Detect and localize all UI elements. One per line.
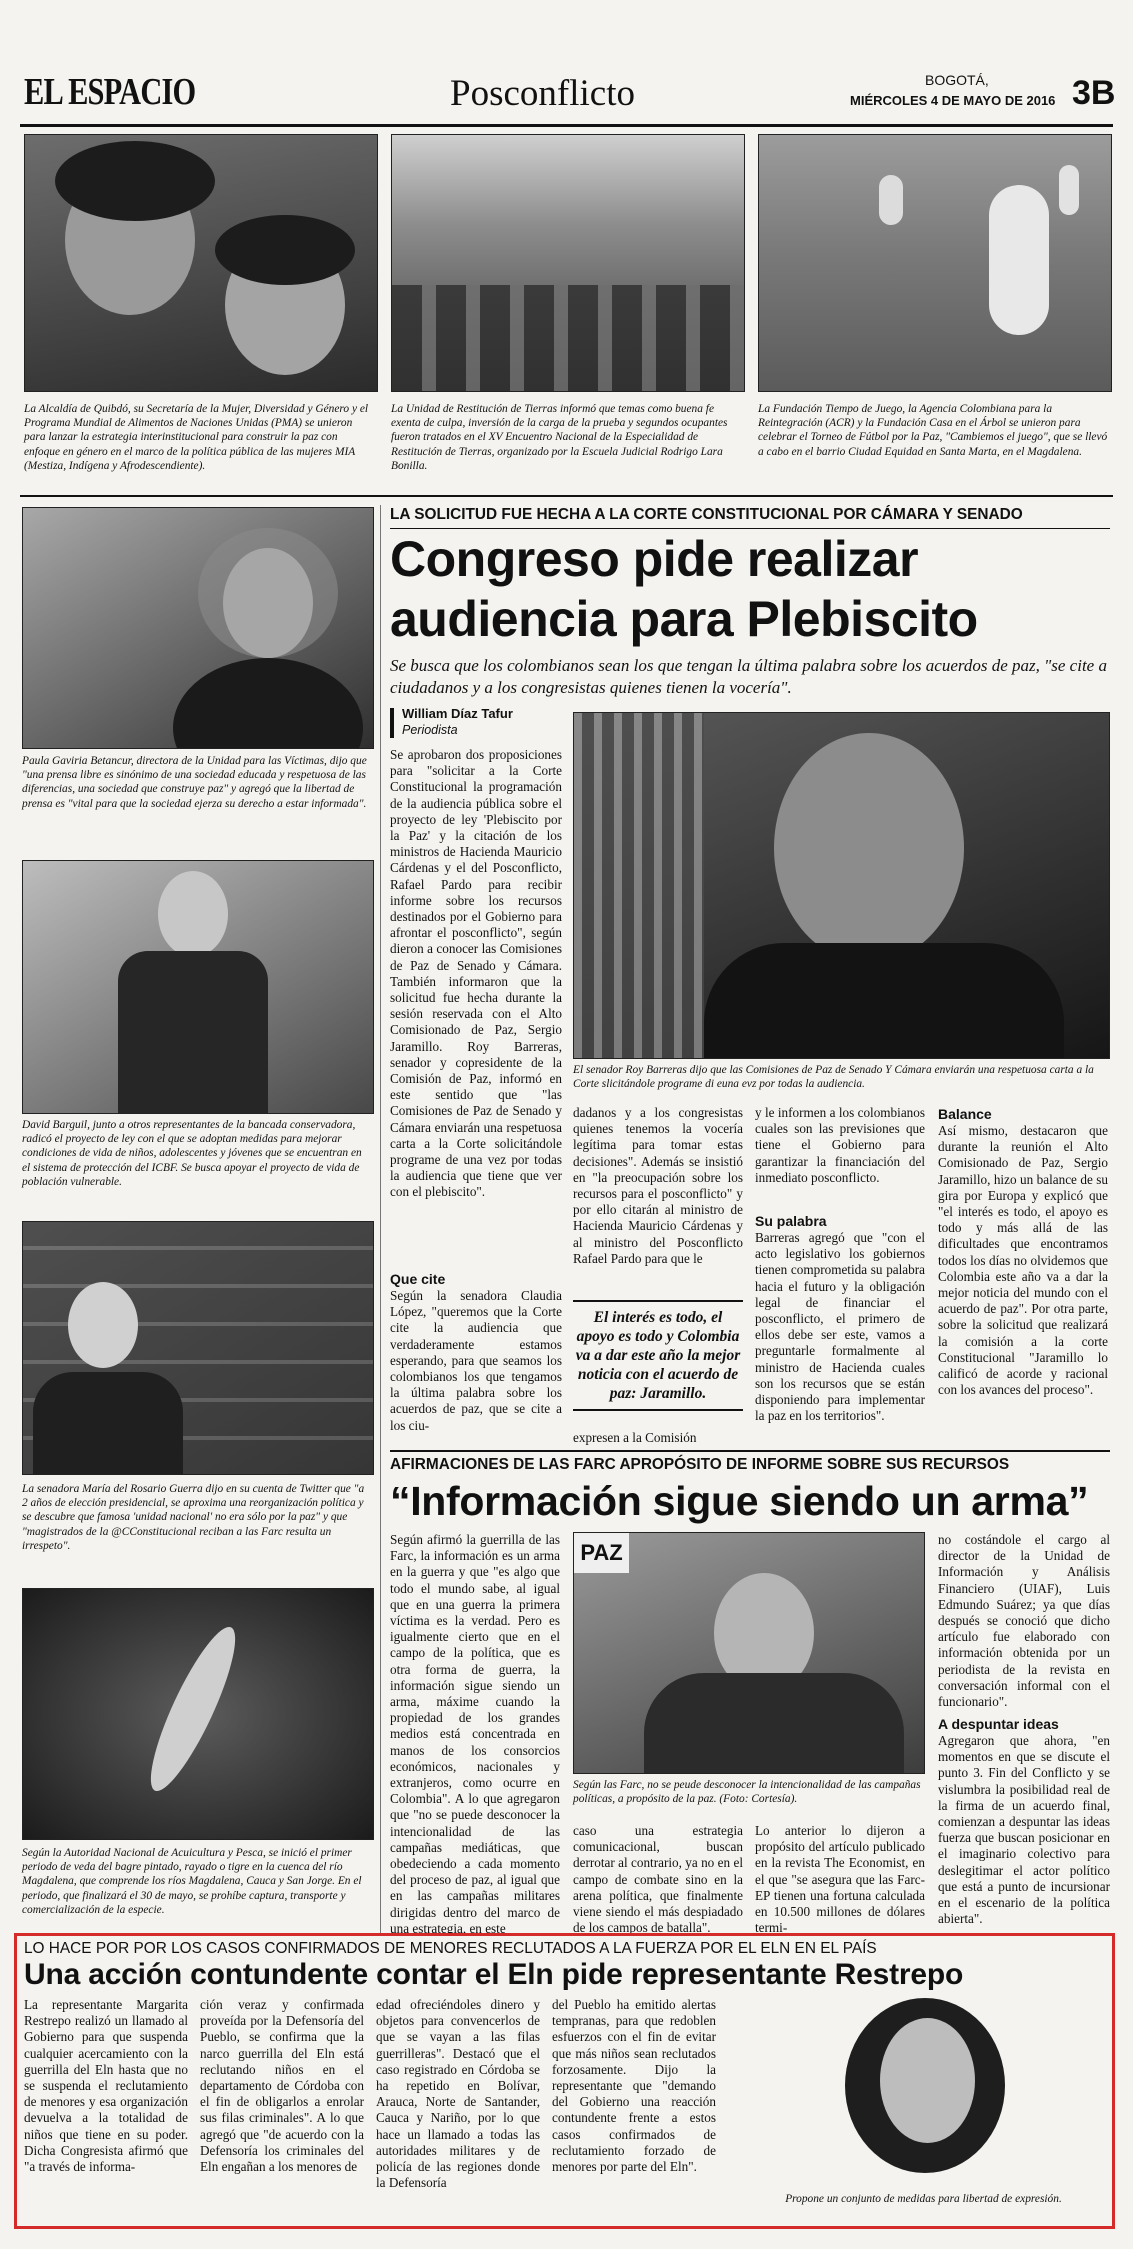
- caption-david-barguil: David Barguil, junto a otros representantes de la bancada conservadora, radicó el proyecto de ley con el que se adoptan medidas para mejorar condiciones de vida de niños, adolescentes y jóvenes que se encuentran en el sistema de protección del ICBF. Se busca apoyar el proyecto de vida de población vulnerable.: [22, 1119, 362, 1188]
- section-title: Posconflicto: [450, 73, 635, 114]
- caption-maria-rosario-guerra: La senadora María del Rosario Guerra dijo en su cuenta de Twitter que "a 2 años de elección presidencial, se aproxima una reorganización política y se descubre que famosa 'unidad nacional' no era sólo por la paz" y que "magistrados de la @CConstitucional reciban a las Farc resulta un irrespeto".: [22, 1483, 365, 1552]
- photo-quibdo-girls: [24, 134, 378, 392]
- story3-col3: edad ofreciéndoles dinero y objetos para convencerlos de que se vayan a las filas guerrilleras". Destacó que el caso registrado en Córdoba se ha repetido en Bolívar, Arauca, Norte de Santander, Cauca y Nariño, por lo que hace un llamado a todas las autoridades militares y de policía de las regiones donde la Defensoría: [376, 1997, 540, 2191]
- dateline-city: BOGOTÁ,: [925, 72, 989, 88]
- caption-torneo: La Fundación Tiempo de Juego, la Agencia Colombiana para la Reintegración (ACR) y la Fundación Casa en el Árbol se unieron para celebrar el Torneo de Fútbol por la Paz, "Cambiemos el juego", que se llevó a cabo en el barrio Ciudad Equidad en Santa Marta, en el Magdalena.: [758, 403, 1108, 458]
- story2-col4b: Agregaron que ahora, "en momentos en que se discute el punto 3. Fin del Conflicto y se vislumbra la posibilidad real de la firma de un acuerdo final, comienzan a despuntar las ideas fuerza que buscan posicionar en el imaginario colectivo para deslegitimar el actor político que está a punto de incursionar en el escenario de la política abierta".: [938, 1733, 1110, 1927]
- story1-headline-line2: audiencia para Plebiscito: [390, 591, 978, 647]
- story1-deck: Se busca que los colombianos sean los que tengan la última palabra sobre los acuerdos de paz, "se cite a ciudadanos y a los congresistas quienes tienen la vocería".: [390, 656, 1107, 697]
- story1-sub-que-cite: Que cite: [390, 1271, 446, 1287]
- story1-col1b: Según la senadora Claudia López, "queremos que la Corte cite la audiencia que verdaderamente estamos esperando, para que seamos los colombianos los que tengamos la última palabra sobre los acuerdos de paz, que se cite a los ciu-: [390, 1288, 562, 1433]
- column-rule: [380, 505, 381, 1935]
- story3-photo-caption: Propone un conjunto de medidas para libertad de expresión.: [785, 2193, 1062, 2205]
- byline-bar: [390, 708, 394, 738]
- story1-col2b: expresen a la Comisión: [573, 1430, 697, 1445]
- caption-quibdo: La Alcaldía de Quibdó, su Secretaría de la Mujer, Diversidad y Género y el Programa Mundial de Alimentos de Naciones Unidas (PMA) se unieron para lanzar la estrategia interinstitucional para construir la paz con enfoque en género en el marco de la política pública de las mujeres MIA (Mestiza, Indígena y Afrodescendiente).: [24, 403, 369, 472]
- photo-torneo-futbol: [758, 134, 1112, 392]
- story2-headline: “Información sigue siendo un arma”: [390, 1478, 1089, 1524]
- story1-author: William Díaz Tafur: [402, 706, 513, 721]
- story3-col1: La representante Margarita Restrepo realizó un llamado al Gobierno para que suspenda cualquier acercamiento con la guerrilla del Eln hasta que no se suspenda el reclutamiento de menores y esa organización devuelva a la totalidad de niños que tiene en su poder. Dicha Congresista afirmó que "a través de informa-: [24, 1997, 188, 2175]
- story3-col4: del Pueblo ha emitido alertas tempranas, para que redoblen esfuerzos con el fin de evitar que más niños sean reclutados forzosamente. Dijo la representante que "demando del Gobierno una reacción contundente frente a estos casos confirmados de reclutamiento forzado de menores por parte del Eln".: [552, 1997, 716, 2175]
- photo-bagre: [22, 1588, 374, 1840]
- masthead: [20, 62, 1116, 122]
- story3-col2: ción veraz y confirmada proveída por la Defensoría del Pueblo, se confirma que la narco guerrilla del Eln está reclutando niños en el departamento de Córdoba con el fin de obligarlos a enrolar sus filas criminales". A lo que agregó que "de acuerdo con la Defensoría los criminales del Eln engañan a los menores de: [200, 1997, 364, 2175]
- story2-kicker: AFIRMACIONES DE LAS FARC APROPÓSITO DE INFORME SOBRE SUS RECURSOS: [390, 1456, 1010, 1473]
- story2-col2: caso una estrategia comunicacional, buscan derrotar al contrario, ya no en el campo de combate sino en la arena política, que finalmente viene siendo el más despiadado de los campos de batalla".: [573, 1823, 743, 1936]
- dateline-date: MIÉRCOLES 4 DE MAYO DE 2016: [850, 93, 1056, 108]
- story3-headline: Una acción contundente contar el Eln pide representante Restrepo: [24, 1958, 964, 1991]
- photo-david-barguil: [22, 860, 374, 1114]
- photo-maria-rosario-guerra: [22, 1221, 374, 1475]
- story1-col2: dadanos y a los congresistas quienes tenemos la vocería legítima para tomar estas decisiones". Además se insistió en "la preocupación sobre los recursos para el posconflicto" y por ello citarán al ministro de Hacienda Mauricio Cárdenas y al ministro del Posconflicto Rafael Pardo para que le: [573, 1105, 743, 1266]
- story1-pullquote-box: [573, 1300, 743, 1411]
- story1-sub-su-palabra: Su palabra: [755, 1213, 827, 1229]
- page-number: 3B: [1072, 74, 1116, 112]
- photo-paula-gaviria: [22, 507, 374, 749]
- story2-col3: Lo anterior lo dijeron a propósito del artículo publicado en la revista The Economist, en el que "se asegura que las Farc-EP tienen una fortuna calculada en 10.500 millones de dólares termi-: [755, 1823, 925, 1936]
- story1-author-role: Periodista: [402, 723, 458, 737]
- story3-kicker: LO HACE POR POR LOS CASOS CONFIRMADOS DE MENORES RECLUTADOS A LA FUERZA POR EL ELN EN EL PAÍS: [24, 1940, 877, 1957]
- caption-restitucion: La Unidad de Restitución de Tierras informó que temas como buena fe exenta de culpa, inversión de la carga de la prueba y segundos ocupantes fueron tratados en el XV Encuentro Nacional de la Especialidad de Restitución de Tierras, organizado por la Escuela Judicial Rodrigo Lara Bonilla.: [391, 403, 728, 472]
- story1-col4: Así mismo, destacaron que durante la reunión el Alto Comisionado de Paz, Sergio Jaramillo, hizo un balance de su gira por Europa y explicó que "el interés es todo, el apoyo es todo y más allá de las dificultades que encontramos todos los días no olvidemos que Colombia este año va a dar la mejor noticia del mundo con el acuerdo de paz". Por otra parte, sobre la solicitud que realizará la comisión a la corte Constitucional "Jaramillo lo calificó de acorde y racional con los avances del proceso".: [938, 1123, 1108, 1398]
- story1-photo-caption: El senador Roy Barreras dijo que las Comisiones de Paz de Senado Y Cámara enviarán una respetuosa carta a la Corte slicitándole programe di euna evz por todas la audiencia.: [573, 1064, 1094, 1091]
- story2-col4: no costándole el cargo al director de la Unidad de Información y Análisis Financiero (UIAF), Luis Edmundo Suárez; ya que días después se conoció que dicho artículo fue elaborado con información obtenida por un periodista de la revista en conversación informal con el funcionario".: [938, 1532, 1110, 1710]
- top-row-rule: [20, 495, 1113, 497]
- caption-paula-gaviria: Paula Gaviria Betancur, directora de la Unidad para las Víctimas, dijo que "una prensa libre es sinónimo de una sociedad educada y respetuosa de las diferencias, una sociedad que construye paz" y agregó que la libertad de prensa es "vital para que la sociedad ejerza su derecho a estar informada".: [22, 755, 367, 810]
- story1-col3: y le informen a los colombianos cuales son las previsiones que tiene el Gobierno para garantizar la financiación del inmediato posconflicto.: [755, 1105, 925, 1185]
- story2-photo-caption: Según las Farc, no se peude desconocer la intencionalidad de las campañas políticas, a propósito de la paz. (Foto: Cortesía).: [573, 1779, 921, 1806]
- story1-pullquote: El interés es todo, el apoyo es todo y Colombia va a dar este año la mejor noticia con el acuerdo de paz: Jaramillo.: [575, 1309, 741, 1402]
- story1-sub-balance: Balance: [938, 1106, 992, 1122]
- story1-headline-line1: Congreso pide realizar: [390, 531, 919, 587]
- photo-sign-text: PAZ: [574, 1533, 629, 1573]
- newspaper-logo: EL ESPACIO: [24, 71, 196, 113]
- photo-restitucion-encuentro: [391, 134, 745, 392]
- photo-margarita-restrepo: [745, 1998, 1102, 2183]
- caption-bagre: Según la Autoridad Nacional de Acuicultura y Pesca, se inició el primer periodo de veda del bagre pintado, rayado o tigre en la cuenca del río Magdalena, que comprende los ríos Magdalena, Cauca y San Jorge. En el periodo, que finalizará el 30 de mayo, se prohíbe captura, transporte y comercialización de la especie.: [22, 1847, 362, 1916]
- story1-end-rule: [390, 1450, 1110, 1452]
- story1-col1: Se aprobaron dos proposiciones para "solicitar a la Corte Constitucional la programación de la audiencia pública sobre el proyecto de ley 'Plebiscito por la Paz' y la citación de los ministros de Hacienda Mauricio Cárdenas y el del Posconflicto, Rafael Pardo para recibir informe sobre los recursos destinados por el Gobierno para afrontar el posconflicto", según dieron a conocer las Comisiones de Paz de Senado y Cámara. También informaron que la solicitud fue hecha durante la sesión reservada con el Alto Comisionado de Paz, Sergio Jaramillo. Roy Barreras, senador y copresidente de la Comisión de Paz, informó en este sentido que "las Comisiones de Paz de Senado y Cámara enviarán una respetuosa carta a la Corte solicitándole programe de una vez por todas la audiencia que tiene que ver con el plebiscito".: [390, 747, 562, 1200]
- photo-roy-barreras: [573, 712, 1110, 1059]
- story1-kicker-rule: [390, 528, 1110, 529]
- story1-col3b: Barreras agregó que "con el acto legislativo los gobiernos tienen comprometida su palabra hacia el futuro y la obligación legal de financiar el posconflicto, el primero de ellos debe ser este, vamos a preguntarle formalmente al ministro de Hacienda cuales son los recursos que se están disponiendo para implementar la paz en los territorios".: [755, 1230, 925, 1424]
- photo-farc-leader: [573, 1532, 925, 1774]
- story2-sub-ideas: A despuntar ideas: [938, 1716, 1059, 1732]
- story1-kicker: LA SOLICITUD FUE HECHA A LA CORTE CONSTITUCIONAL POR CÁMARA Y SENADO: [390, 506, 1023, 523]
- story2-col1: Según afirmó la guerrilla de las Farc, la información es un arma en la guerra y que "es algo que todo el mundo sabe, al igual que en una guerra la primera víctima es la verdad. Pero es igualmente cierto que en el campo de la política, que es otra forma de guerra, la información sigue siendo un arma, máxime cuando la propiedad de los grandes medios está concentrada en manos de los consorcios económicos, nacionales y extranjeros, como ocurre en Colombia". A lo que agregaron que "no se puede desconocer la intencionalidad de las campañas mediáticas, que obedeciendo a cada momento del proceso de paz, al igual que en las campañas militares dirigidas dentro del marco de una estrategia, en este: [390, 1532, 560, 1936]
- masthead-rule: [20, 124, 1113, 127]
